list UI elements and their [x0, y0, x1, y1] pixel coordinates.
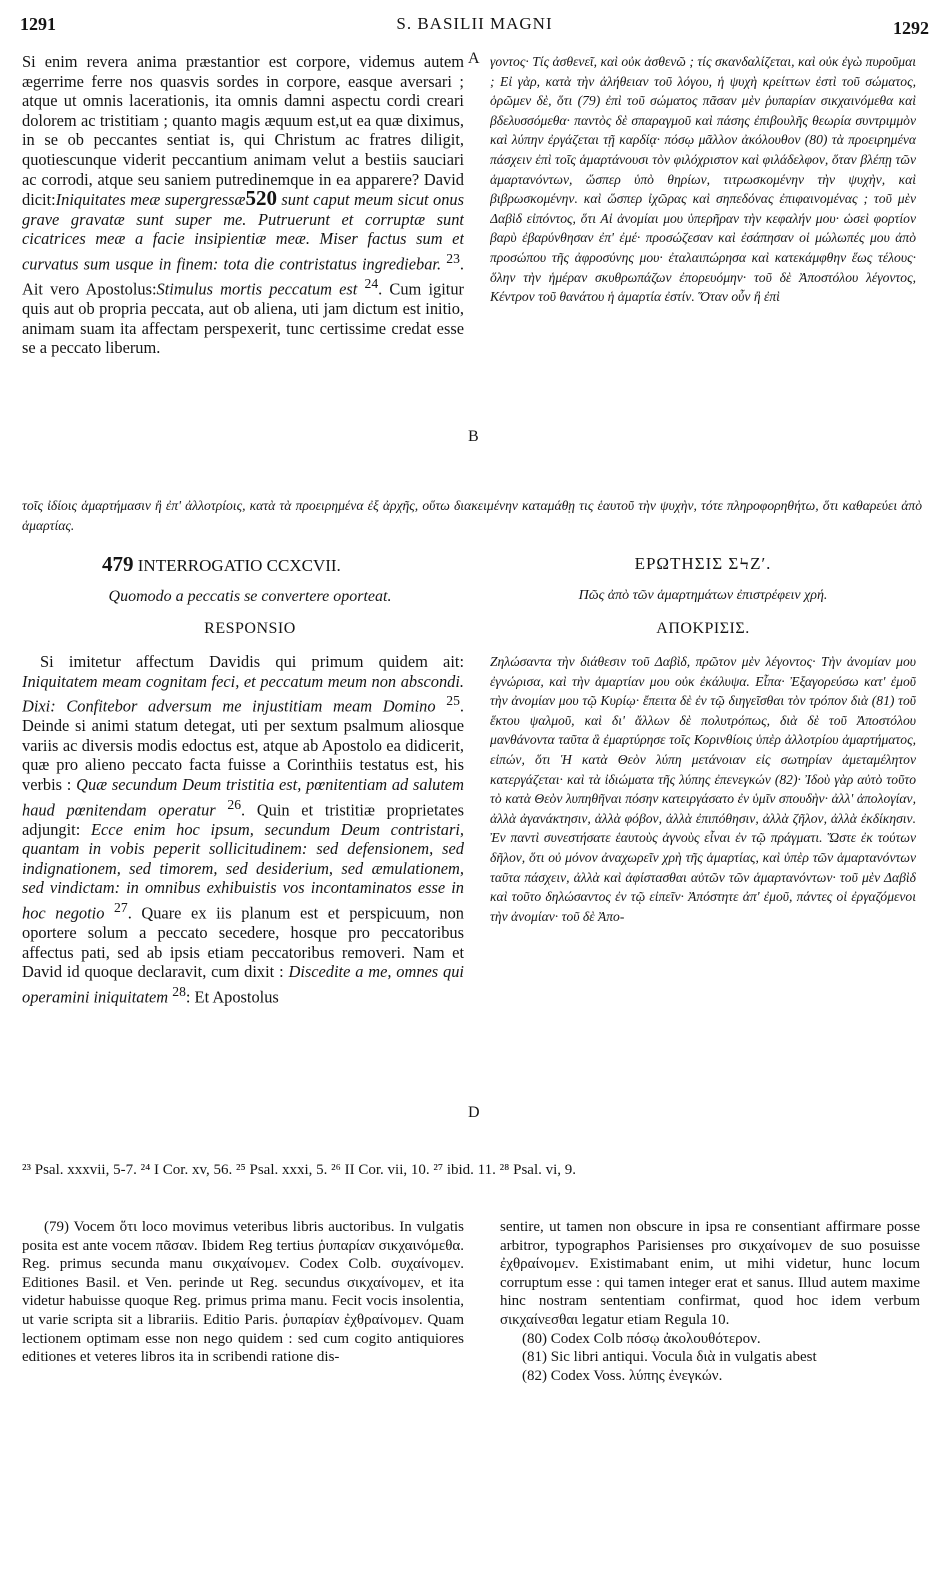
- latin-column-response: [22, 652, 464, 1147]
- notes-right-column: [500, 1218, 920, 1518]
- latin-response-heading: RESPONSIO: [204, 620, 296, 637]
- running-title: S. BASILII MAGNI: [396, 14, 553, 33]
- greek-paragraph-top: γοντος· Τίς ἀσθενεῖ, καὶ οὐκ ἀσθενῶ ; τίς σκανδαλίζεται, καὶ οὐκ ἐγὼ πυροῦμαι ; Εἰ γὰρ, κατὰ τὴν ἀλήθειαν τοῦ λόγου, ἡ ψυχὴ κρείττων ἐστὶ τοῦ σώματος, ὁρῶμεν δὲ, ὅτι (79) ἐπὶ τοῦ σώματος πᾶσαν μὲν ῥυπαρίαν σικχαινόμεθα καὶ βδελυσσόμεθα· παντὸς δὲ σπαραγμοῦ καὶ πάσης ἐπιβουλῆς θεωρία συντριμμὸν καὶ λύπην ἐργάζεται τῇ καρδίᾳ· πόσῳ μᾶλλον ἀκόλουθον (80) τὰ προειρημένα πάσχειν ἐπὶ τοῖς ἁμαρτάνουσι τὸν φιλόχριστον καὶ φιλάδελφον, ὅταν βλέπῃ τῶν ἁμαρτανόντων, ὥσπερ ὑπὸ θηρίων, τιτρωσκομένην τὴν ψυχὴν, καὶ βιβρωσκομένην. καὶ ὥσπερ ἰχῶρας καὶ σηπεδόνας ἐπιφαινομένας ; τοῦ μὲν Δαβὶδ εἰπόντος, ὅτι Αἱ ἀνομίαι μου ὑπερῆραν τὴν κεφαλήν μου· ὡσεὶ φορτίον βαρὺ ἐβαρύνθησαν ἐπ' ἐμέ· προσώζεσαν καὶ ἐσάπησαν οἱ μώλωπές μου ἀπὸ προσώπου τῆς ἀφροσύνης μου· ἐταλαιπώρησα καὶ κατεκάμφθην ἕως τέλους· ὅλην τὴν ἡμέραν σκυθρωπάζων ἐπορευόμην· τοῦ δὲ Ἀποστόλου λέγοντος, Κέντρον τοῦ θανάτου ἡ ἁμαρτία ἐστίν. Ὅταν οὖν ἢ ἐπὶ: [490, 54, 916, 305]
- page-header: [20, 8, 929, 38]
- note-81: (81) Sic libri antiqui. Vocula διὰ in vulgatis abest: [522, 1349, 817, 1366]
- greek-paragraph-response: Ζηλώσαντα τὴν διάθεσιν τοῦ Δαβὶδ, πρῶτον μὲν λέγοντος· Τὴν ἀνομίαν μου ἐγνώρισα, καὶ τὴν ἁμαρτίαν μου οὐκ ἐκάλυψα. Εἶπα· Ἐξαγορεύσω κατ' ἐμοῦ τὴν ἀνομίαν μου τῷ Κυρίῳ· ἔπειτα δὲ ἐν τῷ διηγεῖσθαι τὸν τρόπον διὰ (81) τοῦ ἕκτου ψαλμοῦ, καὶ δι' ἄλλων δὲ πολυτρόπως, διὰ δὲ τοῦ Ἀποστόλου μανθάνοντα ταῦτα ἃ ἐμαρτύρησε τοῖς Κορινθίοις ὑπὲρ ἀλλοτρίου ἁμαρτήματος, εἰπών, ὅτι Ἡ κατὰ Θεὸν λύπη μετάνοιαν εἰς σωτηρίαν ἀμεταμέλητον κατεργάζεται· καὶ τὰ ἰδιώματα τῆς λύπης ἐπενεγκών (82)· Ἰδοὺ γὰρ αὐτὸ τοῦτο τὸ κατὰ Θεὸν λυπηθῆναι πόσην κατειργάσατο ἐν ὑμῖν σπουδὴν· ἀλλ' ἀπολογίαν, ἀλλὰ ἀγανάκτησιν, ἀλλὰ φόβον, ἀλλὰ ἐπιπόθησιν, ἀλλὰ ζῆλον, ἀλλὰ ἐκδίκησιν. Ἐν παντὶ συνεστήσατε ἑαυτοὺς ἁγνοὺς εἶναι ἐν τῷ πράγματι. Ὥστε ἐκ τούτων δῆλον, ὅτι οὐ μόνον ἀναχωρεῖν χρὴ τῆς ἁμαρτίας, καὶ ὑπὲρ τῶν ἁμαρτανόντων ταῦτα πάσχειν, ἀλλὰ καὶ ἀφίστασθαι αὐτῶν τῶν ἁμαρτανόντων· τοῦ μὲν Δαβὶδ καὶ τοῦτο δηλώσαντος ἐν τῷ εἰπεῖν· Ἀπόστητε ἀπ' ἐμοῦ, πάντες οἱ ἐργαζόμενοι τὴν ἀνομίαν· τοῦ δὲ Ἀπο-: [490, 654, 916, 924]
- note-79-continued: sentire, ut tamen non obscure in ipsa re consentiant affirmare posse arbitror, typographos Parisienses pro σικχαίνομεν de suo posuisse ἐχθραίνομεν. Existimabant enim, ut mihi videtur, hunc locum corruptum esse : qui tamen integer erat et sanus. Illud autem maxime hinc nostram sententiam confirmat, quod hoc idem verbum σικχαίνεσθαι legatur etiam Regula 10.: [500, 1219, 920, 1328]
- footnote-references: ²³ Psal. xxxvii, 5-7. ²⁴ I Cor. xv, 56. ²⁵ Psal. xxxi, 5. ²⁶ II Cor. vii, 10. ²⁷ ibid. 11. ²⁸ Psal. vi, 9.: [22, 1162, 577, 1178]
- latin-paragraph-top: Si enim revera anima præstantior est corpore, videmus autem ægerrime ferre nos quasvis sordes in corpore, easque aversari ; atque ut omnis lacerationis, ita omnis damni aspectu cordi creari dolorem ac tristitiam ; quanto magis æquum est,ut ea quæ diximus, in se ob peccantes sentiat is, qui Christum ac fratres diligit, quotiescunque viderit peccantium animam velut a bestiis sauciari ac corrodi, atque seu saniem putredinemque in ea apparere? David dicit:Iniquitates meæ supergressæ520 sunt caput meum sicut onus grave gravatæ sunt super me. Putruerunt et corruptæ sunt cicatrices meæ a facie insipientiæ meæ. Miser factus sum et curvatus sum usque in finem: tota die contristatus ingrediebar. $^{23}$. Ait vero Apostolus:Stimulus mortis peccatum est $^{24}$. Cum igitur quis aut ob propria peccata, aut ob aliena, uti jam dictum est initio, animam suam ita affectam perspexerit, tunc certissime credat esse se a peccato liberum.: [22, 52, 464, 358]
- margin-letter-a: A: [468, 50, 480, 67]
- note-82: (82) Codex Voss. λύπης ἐνεγκών.: [522, 1367, 723, 1384]
- latin-question-title: 479 INTERROGATIO CCXCVII.: [102, 552, 341, 576]
- page-number-left: 1291: [20, 14, 56, 34]
- margin-number-520: 520: [245, 186, 277, 211]
- latin-column-top: [22, 52, 464, 497]
- note-80: (80) Codex Colb πόσῳ ἀκολουθότερον.: [522, 1330, 761, 1347]
- greek-question-subtitle: Πῶς ἀπὸ τῶν ἁμαρτημάτων ἐπιστρέφειν χρή.: [578, 588, 828, 603]
- margin-letter-d: D: [468, 1104, 480, 1121]
- greek-column-top: [490, 52, 916, 492]
- latin-question-subtitle: Quomodo a peccatis se convertere oporteat.: [108, 588, 392, 605]
- notes-left-column: [22, 1218, 464, 1518]
- greek-question-title: ΕΡΩΤΗΣΙΣ ΣϞΖʹ.: [634, 554, 772, 573]
- page-number-right: 1292: [893, 18, 929, 38]
- greek-spanning-lines: τοῖς ἰδίοις ἁμαρτήμασιν ἢ ἐπ' ἀλλοτρίοις, κατὰ τὰ προειρημένα ἐξ ἀρχῆς, οὕτω διακειμένην καταμάθῃ τις ἑαυτοῦ τὴν ψυχὴν, τότε πληροφορηθήτω, ὅτι καθαρεύει ἀπὸ ἁμαρτίας.: [22, 498, 922, 533]
- margin-number-479: 479: [102, 552, 134, 576]
- greek-response-heading: ΑΠΟΚΡΙΣΙΣ.: [656, 620, 750, 637]
- latin-paragraph-response: Si imitetur affectum Davidis qui primum quidem ait: Iniquitatem meam cognitam feci, et peccatum meum non abscondi. Dixi: Confitebor adversum me injustitiam meam Domino $^{25}$. Deinde si animi statum detegat, uti per sextum psalmum aliosque variis ac diversis modis edoctus est, atque ab Apostolo ea didicerit, quæ pro alieno peccato facta fuisse a Corinthiis testatus est, his verbis : Quæ secundum Deum tristitia est, pœnitentiam ad salutem haud pœnitendam operatur $^{26}$. Quin et tristitiæ proprietates adjungit: Ecce enim hoc ipsum, secundum Deum contristari, quantam in vobis peperit sollicitudinem: sed defensionem, sed indignationem, sed timorem, sed desiderium, sed æmulationem, sed vindictam: in omnibus exhibuistis vos incontaminatos esse in hoc negotio $^{27}$. Quare ex iis planum est et perspicuum, non oportere solum a peccato secedere, hosque pro peccatoribus affectus pati, sed ab ipsis etiam peccatoribus removeri. Nam et David id quoque declaravit, cum dixit : Discedite a me, omnes qui operamini iniquitatem $^{28}$: Et Apostolus: [22, 652, 464, 1007]
- margin-letter-b: B: [468, 428, 479, 445]
- note-79: (79) Vocem ὅτι loco movimus veteribus libris auctoribus. In vulgatis posita est ante vocem πᾶσαν. Ibidem Reg tertius ῥυπαρίαν σικχαινόμεθα. Reg. primus secunda manu σικχαίνομεν. Codex Colb. συχαίνομεν. Editiones Basil. et Ven. perinde ut Reg. secundus σικχαίνομεν, et ita videtur habuisse quoque Reg. primus prima manu. Fecit vocis insolentia, ut varie scripta sit a librariis. Editio Paris. ῥυπαρίαν ἐχθραίνομεν. Quam lectionem optimam esse non nego quidem : sed cum cogito antiquiores editiones et veteres libros ita in scribendi ratione dis-: [22, 1219, 464, 1366]
- greek-column-response: [490, 652, 916, 1147]
